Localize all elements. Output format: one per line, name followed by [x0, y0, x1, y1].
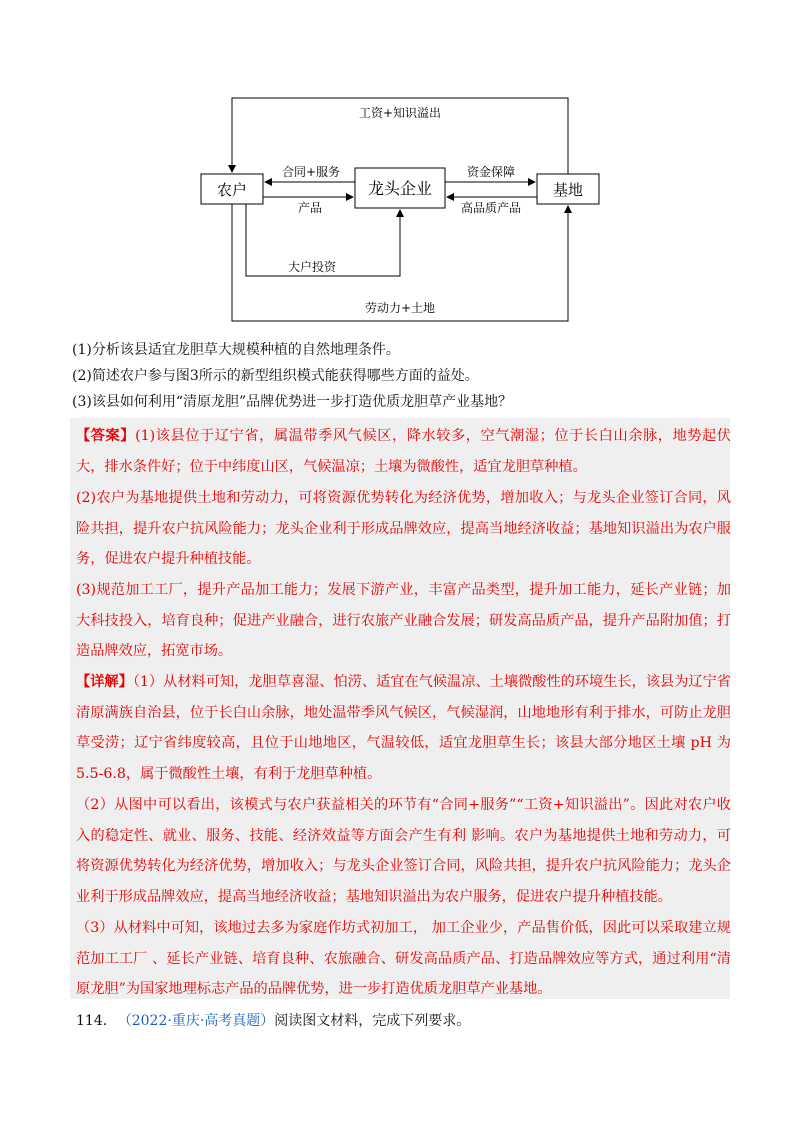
farmers-label: 农户: [216, 181, 248, 199]
detail-paragraph-1: [76, 667, 731, 789]
answer-paragraph-2: (2)农户为基地提供土地和劳动力，可将资源优势转化为经济优势，增加收入；与龙头企业签订合同，风险共担，提升农户抗风险能力；龙头企业利于形成品牌效应，提高当地经济收益；基地知识溢出为农户服务，促进农户提升种植技能。: [76, 490, 731, 568]
question-number: 114．: [76, 1013, 117, 1029]
answer-text-1: (1)该县位于辽宁省，属温带季风气候区，降水较多，空气潮湿；位于长白山余脉，地势起伏大，排水条件好；位于中纬度山区，气候温凉；土壤为微酸性，适宜龙胆草种植。: [76, 428, 731, 475]
detail-tag: 【详解】: [76, 674, 133, 690]
big-invest-label: 大户投资: [287, 260, 337, 274]
question-source-link[interactable]: （2022·重庆·高考真题）: [124, 1013, 275, 1029]
labor-land-label: 劳动力+土地: [364, 301, 436, 315]
fund-label: 资金保障: [466, 165, 516, 179]
product-label: 产品: [297, 201, 323, 215]
diagram-svg: [0, 0, 800, 330]
detail-text-1: （1）从材料可知，龙胆草喜湿、怕涝、适宜在气候温凉、土壤微酸性的环境生长，该县为辽宁省清原满族自治县，位于长白山余脉，地处温带季风气候区，气候湿润，山地地形有利于排水，可防止龙胆草受涝；辽宁省纬度较高，且位于山地地区，气温较低，适宜龙胆草生长；该县大部分地区土壤 pH 为5.5-6.8，属于微酸性土壤，有利于龙胆草种植。: [76, 674, 731, 782]
question-2: (2)简述农户参与图3所示的新型组织模式能获得哪些方面的益处。: [72, 368, 479, 384]
next-question-line: [76, 1010, 470, 1032]
question-3: (3)该县如何利用“清原龙胆”品牌优势进一步打造优质龙胆草产业基地？: [72, 394, 513, 410]
organization-model-diagram: [0, 0, 800, 330]
answer-paragraph-3: (3)规范加工工厂，提升产品加工能力；发展下游产业，丰富产品类型，提升加工能力，延长产业链；加大科技投入，培育良种；促进产业融合，进行农旅产业融合发展；研发高品质产品，提升产品附加值；打造品牌效应，拓宽市场。: [76, 582, 731, 660]
detail-paragraph-2: （2）从图中可以看出，该模式与农户获益相关的环节有“合同+服务”“工资+知识溢出”。因此对农户收入的稳定性、就业、服务、技能、经济效益等方面会产生有利 影响。农户为基地提供土地和劳动力，可将资源优势转化为经济优势，增加收入；与龙头企业签订合同，风险共担，提升农户抗风险能力；龙头企业利于形成品牌效应，提高当地经济收益；基地知识溢出为农户服务，促进农户提升种植技能。: [76, 797, 731, 905]
question-1: (1)分析该县适宜龙胆草大规模种植的自然地理条件。: [72, 342, 400, 358]
answer-tag: 【答案】: [76, 428, 136, 444]
wage-knowledge-label: 工资+知识溢出: [358, 106, 442, 120]
contract-service-label: 合同+服务: [281, 165, 341, 179]
base-label: 基地: [552, 181, 584, 199]
question-instruction: 阅读图文材料，完成下列要求。: [274, 1013, 471, 1029]
answer-paragraph-1: [76, 421, 731, 482]
detail-paragraph-3: （3）从材料中可知，该地过去多为家庭作坊式初加工， 加工企业少，产品售价低，因此可以采取建立规范加工工厂 、延长产业链、培育良种、农旅融合、研发高品质产品、打造品牌效应等方式，通过利用“清原龙胆”为国家地理标志产品的品牌优势，进一步打造优质龙胆草产业基地。: [76, 920, 731, 998]
quality-product-label: 高品质产品: [460, 201, 522, 215]
company-label: 龙头企业: [367, 179, 433, 198]
